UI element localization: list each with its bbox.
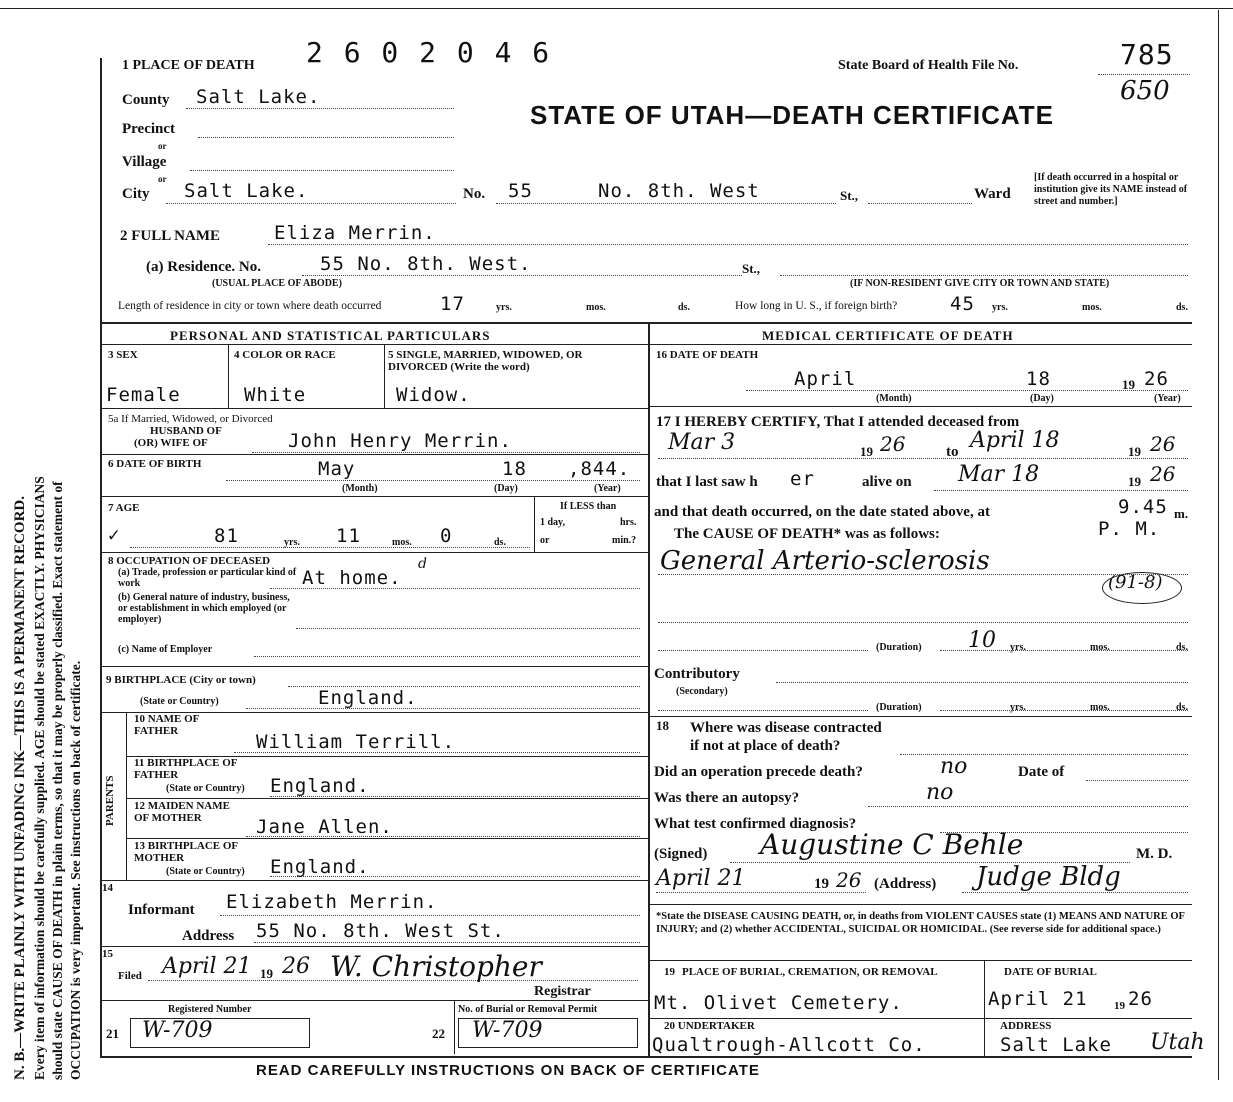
dob-year: ,844.	[568, 458, 631, 480]
county-label: County	[122, 92, 170, 108]
autopsy-answer: no	[926, 780, 954, 805]
duration-ds: ds.	[1176, 642, 1188, 653]
age-months: 11	[336, 525, 361, 547]
filed-19: 19	[260, 966, 273, 981]
undertaker-address: Salt Lake	[1000, 1034, 1112, 1056]
dob-day: 18	[502, 458, 527, 480]
signed-label: (Signed)	[654, 846, 708, 862]
undertaker-name: Qualtrough-Allcott Co.	[652, 1034, 926, 1056]
parents-label: PARENTS	[104, 775, 116, 826]
age-label: 7 AGE	[108, 502, 140, 514]
alive-on-label: alive on	[862, 474, 912, 490]
race-value: White	[244, 384, 307, 406]
item-22-number: 22	[432, 1026, 445, 1041]
birthplace-state-caption: (State or Country)	[140, 696, 219, 707]
occupation-a-label: (a) Trade, profession or particular kind of work	[118, 567, 297, 589]
us-length-yrs: 45	[950, 293, 975, 315]
us-length-label: How long in U. S., if foreign birth?	[735, 300, 898, 312]
serial-number: 2 6 0 2 0 4 6	[306, 36, 552, 69]
file-no: 785	[1120, 38, 1174, 71]
usual-abode-label: (USUAL PLACE OF ABODE)	[212, 278, 342, 289]
age-years: 81	[214, 525, 239, 547]
occupation-b-label: (b) General nature of industry, business, or establishment in which employed (or employer)	[118, 592, 290, 625]
file-no-alt: 650	[1120, 76, 1170, 106]
marital-label: 5 SINGLE, MARRIED, WIDOWED, OR DIVORCED (Write the word)	[388, 349, 583, 373]
burial-date-label: DATE OF BURIAL	[1004, 966, 1097, 978]
race-label: 4 COLOR OR RACE	[234, 349, 336, 361]
city-value: Salt Lake.	[184, 180, 309, 202]
alive-19: 19	[1128, 474, 1141, 489]
from-19: 19	[860, 444, 873, 459]
ward-label: Ward	[974, 186, 1011, 202]
dob-label: 6 DATE OF BIRTH	[108, 458, 202, 470]
father-birthplace: England.	[270, 775, 370, 797]
attended-to-date: April 18	[970, 428, 1060, 453]
father-bp-caption: (State or Country)	[166, 783, 245, 794]
father-name: William Terrill.	[256, 731, 456, 753]
burial-19: 19	[1114, 1000, 1125, 1012]
informant-value: Elizabeth Merrin.	[226, 891, 438, 913]
registered-number-label: Registered Number	[168, 1004, 252, 1015]
st-label: St.,	[840, 188, 859, 203]
where-contracted-label-2: if not at place of death?	[690, 738, 841, 754]
death-19: 19	[1122, 377, 1135, 392]
duration-mos: mos.	[1090, 642, 1110, 653]
less-min-label: min.?	[612, 535, 637, 546]
sex-label: 3 SEX	[108, 349, 138, 361]
street-name: No. 8th. West	[598, 180, 760, 202]
operation-label: Did an operation precede death?	[654, 764, 863, 780]
alive-date: Mar 18	[958, 462, 1040, 487]
duration-yrs: yrs.	[1010, 642, 1026, 653]
death-year-caption: (Year)	[1154, 393, 1181, 404]
filed-year: 26	[282, 954, 310, 979]
village-label: Village	[122, 154, 167, 170]
certify-label: 17 I HEREBY CERTIFY, That I attended deceased from	[656, 414, 1020, 430]
age-check: ✓	[108, 524, 121, 546]
read-instructions: READ CAREFULLY INSTRUCTIONS ON BACK OF CERTIFICATE	[256, 1062, 760, 1079]
physician-address: Judge Bldg	[976, 862, 1121, 892]
birthplace-value: England.	[318, 687, 418, 709]
to-year: 26	[1150, 432, 1176, 456]
file-no-label: State Board of Health File No.	[838, 58, 1019, 73]
last-seen-label: that I last saw h	[656, 474, 758, 490]
cause-footnote: *State the DISEASE CAUSING DEATH, or, in deaths from VIOLENT CAUSES state (1) MEANS AND NATURE OF INJURY; and (2) whether ACCIDENTAL, SUICIDAL OR HOMICIDAL. (See reverse side for additional space.)	[656, 911, 1185, 935]
residence-value: 55 No. 8th. West.	[320, 253, 532, 275]
full-name-value: Eliza Merrin.	[274, 222, 436, 244]
date-of-label: Date of	[1018, 764, 1065, 780]
personal-section-title: PERSONAL AND STATISTICAL PARTICULARS	[170, 328, 491, 343]
permit-number: W-709	[472, 1018, 543, 1043]
marital-value: Widow.	[396, 384, 471, 406]
death-occurred-label: and that death occurred, on the date stated above, at	[654, 504, 990, 520]
dob-year-caption: (Year)	[594, 483, 621, 494]
test-label: What test confirmed diagnosis?	[654, 816, 857, 832]
age-days: 0	[440, 525, 453, 547]
birthplace-label: 9 BIRTHPLACE (City or town)	[106, 674, 256, 686]
item-18-number: 18	[656, 718, 669, 733]
death-month: April	[794, 368, 857, 390]
father-name-label: 10 NAME OF FATHER	[134, 713, 199, 737]
item-15-number: 15	[102, 948, 113, 960]
duration2-mos: mos.	[1090, 702, 1110, 713]
father-birthplace-label: 11 BIRTHPLACE OF FATHER	[134, 757, 238, 781]
alive-year: 26	[1150, 462, 1176, 486]
cause-code: (91-8)	[1108, 572, 1163, 593]
county-value: Salt Lake.	[196, 86, 321, 108]
length-residence-label: Length of residence in city or town where death occurred	[118, 300, 382, 312]
attended-from-date: Mar 3	[668, 430, 736, 455]
pm-note: P. M.	[1098, 518, 1161, 540]
burial-place: Mt. Olivet Cemetery.	[654, 992, 903, 1014]
undertaker-address-label: ADDRESS	[1000, 1020, 1052, 1032]
less-hrs-label: hrs.	[620, 517, 637, 528]
item-21-number: 21	[106, 1026, 119, 1041]
spouse-value: John Henry Merrin.	[288, 430, 512, 452]
physician-signature: Augustine C Behle	[760, 828, 1024, 861]
place-of-death-label: 1 PLACE OF DEATH	[122, 58, 255, 73]
side-note-line2: Every item of information should be carefully supplied. AGE should be stated EXACTLY. PHYSICIANS	[32, 476, 47, 1080]
residence-st-label: St.,	[742, 261, 761, 276]
street-no-label: No.	[463, 186, 486, 202]
cause-label: The CAUSE OF DEATH* was as follows:	[674, 526, 940, 542]
informant-address: 55 No. 8th. West St.	[256, 920, 505, 942]
street-no: 55	[508, 180, 533, 202]
age-months-unit: mos.	[392, 537, 412, 548]
operation-answer: no	[940, 754, 968, 779]
filed-label: Filed	[118, 970, 142, 982]
precinct-label: Precinct	[122, 121, 176, 137]
to-label: to	[946, 444, 959, 460]
length-residence-yrs: 17	[440, 293, 465, 315]
mother-name-label: 12 MAIDEN NAME OF MOTHER	[134, 800, 230, 824]
spouse-label-1: 5a If Married, Widowed, or Divorced	[108, 413, 273, 425]
permit-label: No. of Burial or Removal Permit	[458, 1004, 598, 1015]
burial-date: April 21	[988, 988, 1088, 1010]
mother-name: Jane Allen.	[256, 816, 393, 838]
signed-year: 26	[836, 868, 862, 892]
occupation-value: At home.	[302, 567, 402, 589]
signed-date: April 21	[656, 866, 746, 891]
time-suffix: m.	[1174, 506, 1189, 521]
dob-month-caption: (Month)	[342, 483, 378, 494]
autopsy-label: Was there an autopsy?	[654, 790, 800, 806]
duration-value: 10	[968, 628, 996, 653]
side-note-line3: should state CAUSE OF DEATH in plain terms, so that it may be properly classified. Exact statement of	[50, 481, 65, 1080]
death-month-caption: (Month)	[876, 393, 912, 404]
sex-value: Female	[106, 384, 181, 406]
length-ds-unit: ds.	[678, 302, 690, 313]
duration2-label: (Duration)	[876, 702, 922, 713]
duration2-yrs: yrs.	[1010, 702, 1026, 713]
signed-19: 19	[814, 876, 829, 892]
registrar-signature: W. Christopher	[330, 950, 542, 983]
mother-birthplace-label: 13 BIRTHPLACE OF MOTHER	[134, 840, 238, 864]
spouse-label-3: (OR) WIFE OF	[134, 437, 208, 449]
hospital-note: [If death occurred in a hospital or institution give its NAME instead of street and number.]	[1034, 172, 1188, 207]
side-note-line1: N. B.—WRITE PLAINLY WITH UNFADING INK—THIS IS A PERMANENT RECORD.	[12, 496, 28, 1080]
mother-bp-caption: (State or Country)	[166, 866, 245, 877]
informant-label: Informant	[128, 902, 195, 918]
filed-date: April 21	[162, 954, 252, 979]
undertaker-label: 20 UNDERTAKER	[664, 1020, 755, 1032]
us-ds-unit: ds.	[1176, 302, 1188, 313]
burial-year: 26	[1128, 988, 1153, 1010]
or-label-2: or	[158, 174, 167, 184]
occupation-mark: d	[418, 556, 427, 572]
from-year: 26	[880, 432, 906, 456]
secondary-label: (Secondary)	[676, 686, 728, 697]
last-seen-suffix: er	[790, 468, 815, 490]
less-or-label: or	[540, 535, 550, 546]
undertaker-state: Utah	[1150, 1030, 1205, 1055]
age-days-unit: ds.	[494, 537, 506, 548]
to-19: 19	[1128, 444, 1141, 459]
cause-of-death: General Arterio-sclerosis	[660, 546, 990, 576]
us-mos-unit: mos.	[1082, 302, 1102, 313]
registrar-label: Registrar	[534, 984, 591, 999]
certificate-title: STATE OF UTAH—DEATH CERTIFICATE	[530, 100, 1054, 130]
item-14-number: 14	[102, 882, 113, 894]
dob-day-caption: (Day)	[494, 483, 518, 494]
duration2-ds: ds.	[1176, 702, 1188, 713]
contributory-label: Contributory	[654, 666, 740, 682]
duration-label: (Duration)	[876, 642, 922, 653]
less-than-label: If LESS than	[560, 501, 617, 512]
us-yrs-unit: yrs.	[992, 302, 1008, 313]
less-day-label: 1 day,	[540, 517, 566, 528]
age-years-unit: yrs.	[284, 537, 300, 548]
length-mos-unit: mos.	[586, 302, 606, 313]
death-time: 9.45	[1118, 496, 1168, 518]
where-contracted-label-1: Where was disease contracted	[690, 720, 882, 736]
mother-birthplace: England.	[270, 856, 370, 878]
occupation-label: 8 OCCUPATION OF DECEASED	[108, 555, 271, 567]
occupation-c-label: (c) Name of Employer	[118, 644, 213, 655]
date-of-death-label: 16 DATE OF DEATH	[656, 349, 759, 361]
medical-section-title: MEDICAL CERTIFICATE OF DEATH	[762, 328, 1014, 343]
md-label: M. D.	[1136, 846, 1173, 862]
death-day-caption: (Day)	[1030, 393, 1054, 404]
informant-address-label: Address	[182, 928, 235, 944]
or-label-1: or	[158, 141, 167, 151]
city-label: City	[122, 186, 150, 202]
burial-place-label: PLACE OF BURIAL, CREMATION, OR REMOVAL	[682, 966, 938, 978]
length-yrs-unit: yrs.	[496, 302, 512, 313]
item-19-number: 19	[664, 966, 675, 978]
residence-label: (a) Residence. No.	[146, 259, 261, 275]
death-year: 26	[1144, 368, 1169, 390]
death-day: 18	[1026, 368, 1051, 390]
full-name-label: 2 FULL NAME	[120, 228, 221, 244]
nonresident-label: (IF NON-RESIDENT GIVE CITY OR TOWN AND STATE)	[850, 278, 1110, 289]
side-note-line4: OCCUPATION is very important. See instructions on back of certificate.	[68, 660, 83, 1080]
dob-month: May	[318, 458, 356, 480]
physician-address-label: (Address)	[874, 876, 937, 892]
registered-number: W-709	[142, 1018, 213, 1043]
spouse-label-2: HUSBAND OF	[150, 425, 222, 437]
